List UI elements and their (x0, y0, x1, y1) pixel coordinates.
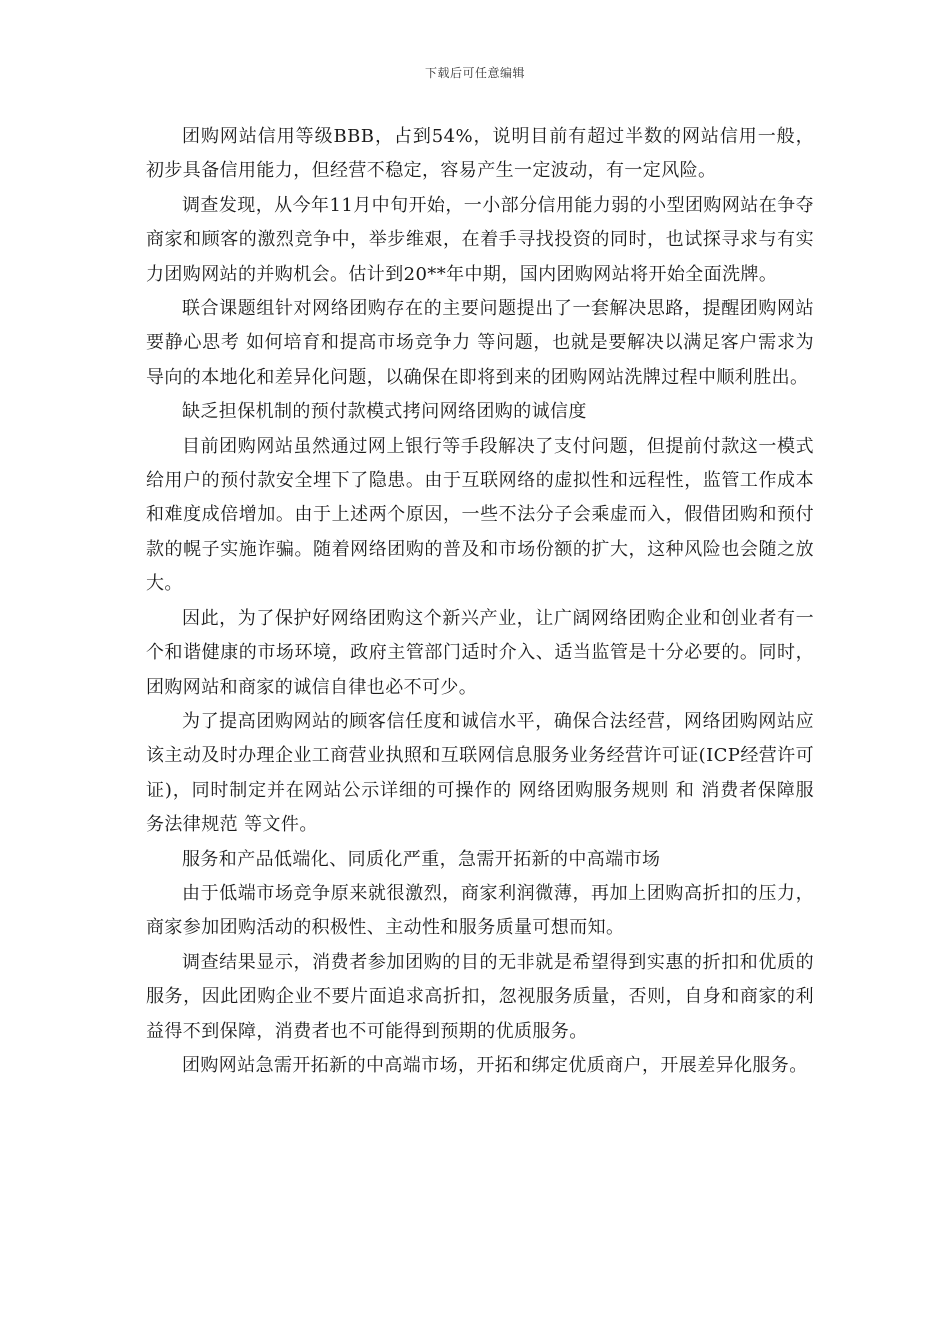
paragraph: 由于低端市场竞争原来就很激烈，商家利润微薄，再加上团购高折扣的压力，商家参加团购活动的积极性、主动性和服务质量可想而知。 (146, 882, 814, 939)
document-body (146, 120, 814, 1083)
paragraph: 目前团购网站虽然通过网上银行等手段解决了支付问题，但提前付款这一模式给用户的预付款安全埋下了隐患。由于互联网络的虚拟性和远程性，监管工作成本和难度成倍增加。由于上述两个原因，一些不法分子会乘虚而入，假借团购和预付款的幌子实施诈骗。随着网络团购的普及和市场份额的扩大，这种风险也会随之放大。 (146, 435, 814, 595)
section-heading: 服务和产品低端化、同质化严重，急需开拓新的中高端市场 (182, 848, 661, 870)
paragraph: 联合课题组针对网络团购存在的主要问题提出了一套解决思路，提醒团购网站要静心思考 如何培育和提高市场竞争力 等问题，也就是要解决以满足客户需求为导向的本地化和差异化问题，以确保在即将到来的团购网站洗牌过程中顺利胜出。 (146, 298, 814, 388)
paragraph: 调查发现，从今年11月中旬开始，一小部分信用能力弱的小型团购网站在争夺商家和顾客的激烈竞争中，举步维艰，在着手寻找投资的同时，也试探寻求与有实力团购网站的并购机会。估计到20**年中期，国内团购网站将开始全面洗牌。 (146, 194, 814, 285)
paragraph: 因此，为了保护好网络团购这个新兴产业，让广阔网络团购企业和创业者有一个和谐健康的市场环境，政府主管部门适时介入、适当监管是十分必要的。同时，团购网站和商家的诚信自律也必不可少。 (146, 607, 814, 698)
paragraph: 团购网站急需开拓新的中高端市场，开拓和绑定优质商户，开展差异化服务。 (182, 1054, 808, 1076)
page-header: 下载后可任意编辑 (424, 66, 525, 80)
paragraph: 调查结果显示，消费者参加团购的目的无非就是希望得到实惠的折扣和优质的服务，因此团购企业不要片面追求高折扣，忽视服务质量，否则，自身和商家的利益得不到保障，消费者也不可能得到预期的优质服务。 (146, 951, 814, 1042)
paragraph: 团购网站信用等级BBB，占到54%，说明目前有超过半数的网站信用一般，初步具备信用能力，但经营不稳定，容易产生一定波动，有一定风险。 (146, 126, 814, 182)
paragraph: 为了提高团购网站的顾客信任度和诚信水平，确保合法经营，网络团购网站应该主动及时办理企业工商营业执照和互联网信息服务业务经营许可证(ICP经营许可证)，同时制定并在网站公示详细的可操作的 网络团购服务规则 和 消费者保障服务法律规范 等文件。 (146, 710, 814, 836)
section-heading: 缺乏担保机制的预付款模式拷问网络团购的诚信度 (182, 401, 587, 423)
